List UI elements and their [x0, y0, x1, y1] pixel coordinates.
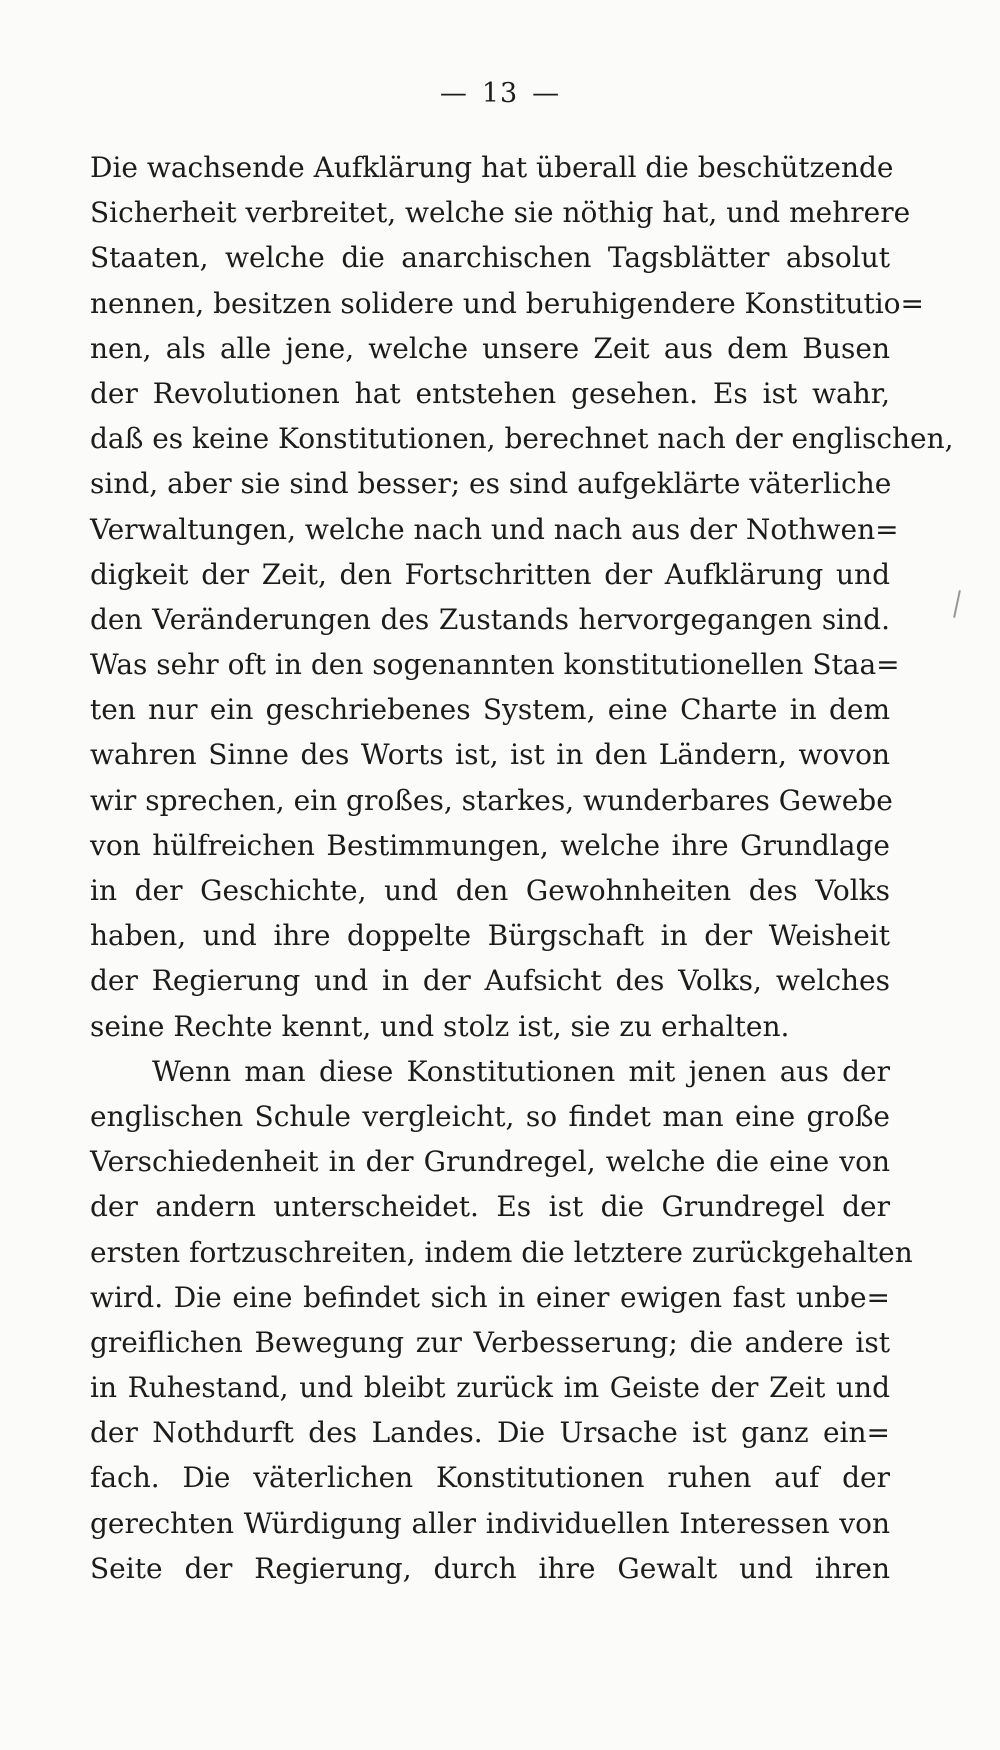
margin-pencil-mark: [953, 590, 961, 618]
text-line: Die wachsende Aufklärung hat überall die beschützende: [90, 151, 894, 184]
text-line: fach. Die väterlichen Konstitutionen ruhen auf der: [90, 1461, 890, 1495]
text-line: nen, als alle jene, welche unsere Zeit aus dem Busen: [90, 331, 890, 365]
text-line: in der Geschichte, und den Gewohnheiten des Volks: [90, 874, 890, 907]
text-line: Seite der Regierung, durch ihre Gewalt und ihren: [90, 1551, 890, 1585]
text-line: daß es keine Konstitutionen, berechnet nach der englischen,: [90, 422, 954, 456]
body-text: [90, 145, 954, 1591]
text-line: in Ruhestand, und bleibt zurück im Geiste der Zeit und: [90, 1371, 890, 1405]
text-line: digkeit der Zeit, den Fortschritten der Aufklärung und: [90, 557, 890, 591]
text-line: der Nothdurft des Landes. Die Ursache ist ganz ein=: [90, 1416, 890, 1450]
page-number-header: [0, 78, 1000, 109]
text-line: den Veränderungen des Zustands hervorgegangen sind.: [90, 602, 890, 636]
text-line: haben, und ihre doppelte Bürgschaft in der Weisheit: [90, 919, 890, 953]
page-number: 13: [481, 78, 519, 109]
text-line: englischen Schule vergleicht, so findet man eine große: [90, 1099, 890, 1133]
text-line: der andern unterscheidet. Es ist die Grundregel der: [90, 1190, 890, 1224]
text-line: Staaten, welche die anarchischen Tagsblätter absolut: [90, 241, 890, 275]
text-line: der Regierung und in der Aufsicht des Volks, welches: [90, 964, 890, 998]
left-dash: —: [439, 78, 468, 109]
text-line: ten nur ein geschriebenes System, eine Charte in dem: [90, 693, 890, 727]
text-line: wird. Die eine befindet sich in einer ewigen fast unbe=: [90, 1280, 890, 1314]
text-line-paragraph-end: seine Rechte kennt, und stolz ist, sie zu erhalten.: [90, 1009, 790, 1043]
text-line: Verwaltungen, welche nach und nach aus der Nothwen=: [90, 512, 899, 546]
text-line: wir sprechen, ein großes, starkes, wunderbares Gewebe: [90, 783, 893, 817]
text-line: nennen, besitzen solidere und beruhigendere Konstitutio=: [90, 286, 924, 320]
text-line: der Revolutionen hat entstehen gesehen. Es ist wahr,: [90, 376, 890, 410]
text-line-paragraph-start: Wenn man diese Konstitutionen mit jenen aus der: [152, 1054, 890, 1088]
text-line: von hülfreichen Bestimmungen, welche ihre Grundlage: [90, 828, 890, 862]
text-line: Was sehr oft in den sogenannten konstitutionellen Staa=: [90, 648, 900, 682]
text-line: sind, aber sie sind besser; es sind aufgeklärte väterliche: [90, 467, 892, 501]
text-line: wahren Sinne des Worts ist, ist in den Ländern, wovon: [90, 738, 890, 772]
text-line: ersten fortzuschreiten, indem die letztere zurückgehalten: [90, 1235, 913, 1269]
text-line: Verschiedenheit in der Grundregel, welche die eine von: [90, 1145, 890, 1179]
text-line: gerechten Würdigung aller individuellen Interessen von: [90, 1506, 890, 1540]
text-line: Sicherheit verbreitet, welche sie nöthig hat, und mehrere: [90, 196, 911, 230]
right-dash: —: [532, 78, 561, 109]
text-line: greiflichen Bewegung zur Verbesserung; die andere ist: [90, 1325, 890, 1359]
